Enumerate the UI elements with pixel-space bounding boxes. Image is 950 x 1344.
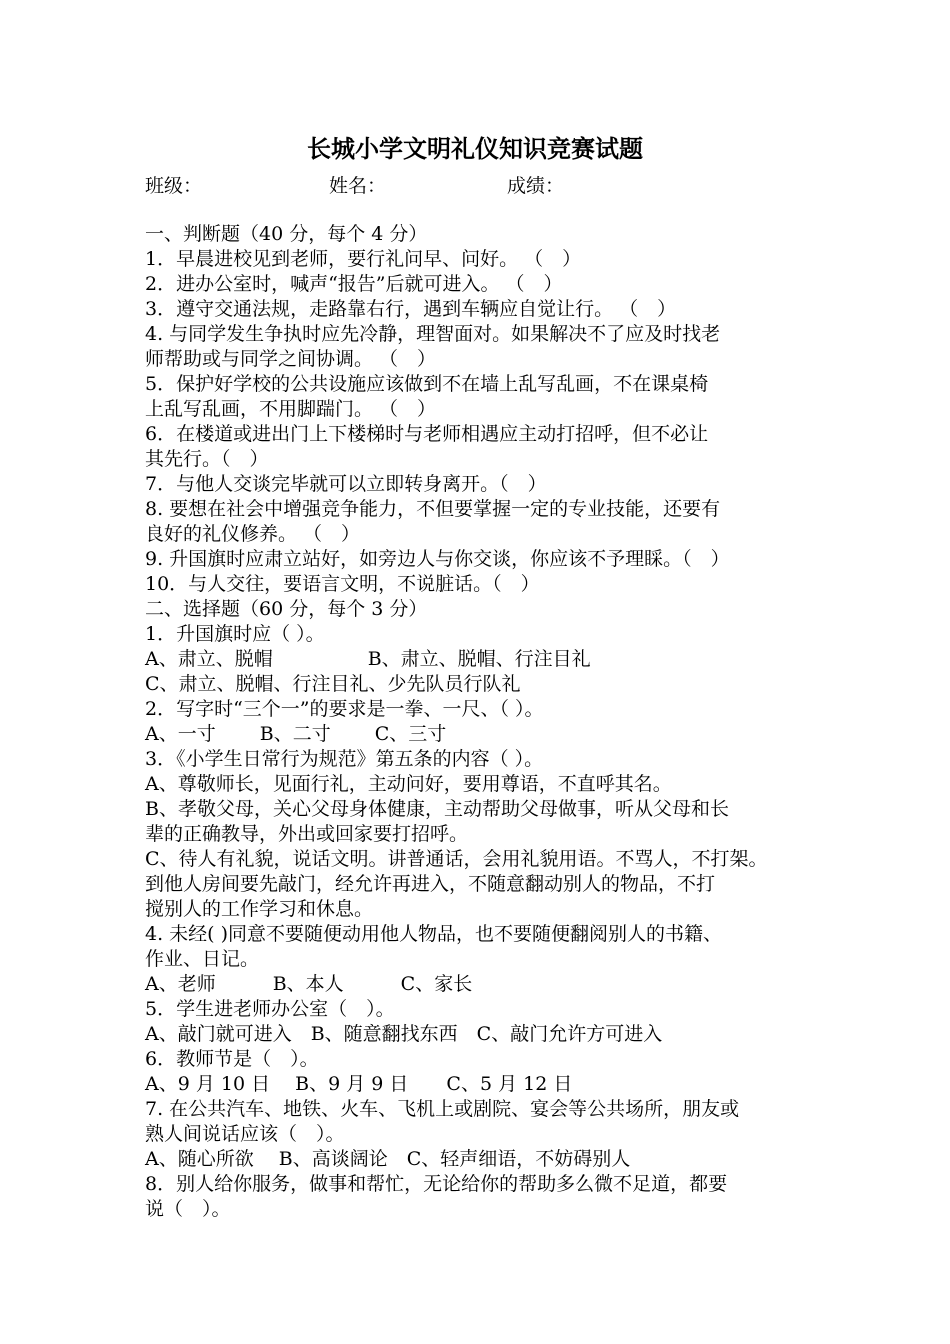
text-line: C、待人有礼貌，说话文明。讲普通话，会用礼貌用语。不骂人，不打架。 <box>145 848 768 870</box>
text-line: 作业、日记。 <box>145 948 260 970</box>
text-line: 2．写字时“三个一”的要求是一拳、一尺、（ ）。 <box>145 698 544 720</box>
text-line: C、肃立、脱帽、行注目礼、少先队员行队礼 <box>145 673 521 695</box>
text-line: 其先行。（ ） <box>145 448 269 470</box>
text-line: 1．升国旗时应（ ）。 <box>145 623 325 645</box>
text-line: 8. 要想在社会中增强竞争能力，不但要掌握一定的专业技能，还要有 <box>145 498 721 520</box>
text-line: 辈的正确教导，外出或回家要打招呼。 <box>145 823 469 845</box>
text-line: 一、判断题（40 分，每个 4 分） <box>145 223 428 245</box>
text-line: 8．别人给你服务，做事和帮忙，无论给你的帮助多么微不足道，都要 <box>145 1173 728 1195</box>
text-line: 上乱写乱画，不用脚踹门。 （ ） <box>145 398 437 420</box>
text-line: 二、选择题（60 分，每个 3 分） <box>145 598 428 620</box>
text-line: 9. 升国旗时应肃立站好，如旁边人与你交谈，你应该不予理睬。（ ） <box>145 548 730 570</box>
text-line: A、老师 B、本人 C、家长 <box>145 973 473 995</box>
text-line: 3．遵守交通法规，走路靠右行，遇到车辆应自觉让行。 （ ） <box>145 298 677 320</box>
question-body <box>145 222 835 1222</box>
text-line: A、尊敬师长，见面行礼，主动问好，要用尊语，不直呼其名。 <box>145 773 672 795</box>
text-line: 4. 与同学发生争执时应先冷静，理智面对。如果解决不了应及时找老 <box>145 323 721 345</box>
text-line: 5．保护好学校的公共设施应该做到不在墙上乱写乱画，不在课桌椅 <box>145 373 709 395</box>
text-line: 搅别人的工作学习和休息。 <box>145 898 374 920</box>
document-title: 长城小学文明礼仪知识竞赛试题 <box>307 134 643 163</box>
text-line: 熟人间说话应该（ ）。 <box>145 1123 345 1145</box>
text-line: B、孝敬父母，关心父母身体健康，主动帮助父母做事，听从父母和长 <box>145 798 729 820</box>
score-label: 成绩： <box>507 175 565 197</box>
text-line: 师帮助或与同学之间协调。 （ ） <box>145 348 437 370</box>
text-line: A、9 月 10 日 B、9 月 9 日 C、5 月 12 日 <box>145 1073 573 1095</box>
text-line: 10．与人交往，要语言文明，不说脏话。（ ） <box>145 573 540 595</box>
text-line: 7．与他人交谈完毕就可以立即转身离开。（ ） <box>145 473 547 495</box>
class-label: 班级： <box>145 175 203 197</box>
text-line: 4. 未经( )同意不要随便动用他人物品，也不要随便翻阅别人的书籍、 <box>145 923 723 945</box>
text-line: 7. 在公共汽车、地铁、火车、飞机上或剧院、宴会等公共场所，朋友或 <box>145 1098 740 1120</box>
text-line: 3．《小学生日常行为规范》第五条的内容（ ）。 <box>145 748 544 770</box>
text-line: A、敲门就可进入 B、随意翻找东西 C、敲门允许方可进入 <box>145 1023 663 1045</box>
text-line: 5．学生进老师办公室（ ）。 <box>145 998 395 1020</box>
name-label: 姓名： <box>329 175 387 197</box>
text-line: A、肃立、脱帽 B、肃立、脱帽、行注目礼 <box>145 648 591 670</box>
text-line: 到他人房间要先敲门，经允许再进入，不随意翻动别人的物品，不打 <box>145 873 716 895</box>
text-line: 6．在楼道或进出门上下楼梯时与老师相遇应主动打招呼，但不必让 <box>145 423 709 445</box>
text-line: 良好的礼仪修养。 （ ） <box>145 523 361 545</box>
text-line: 6．教师节是（ ）。 <box>145 1048 319 1070</box>
text-line: 2．进办公室时，喊声“报告”后就可进入。 （ ） <box>145 273 563 295</box>
text-line: 说（ ）。 <box>145 1198 231 1220</box>
text-line: A、一寸 B、二寸 C、三寸 <box>145 723 447 745</box>
text-line: A、随心所欲 B、高谈阔论 C、轻声细语，不妨碍别人 <box>145 1148 631 1170</box>
text-line: 1．早晨进校见到老师，要行礼问早、问好。 （ ） <box>145 248 582 270</box>
